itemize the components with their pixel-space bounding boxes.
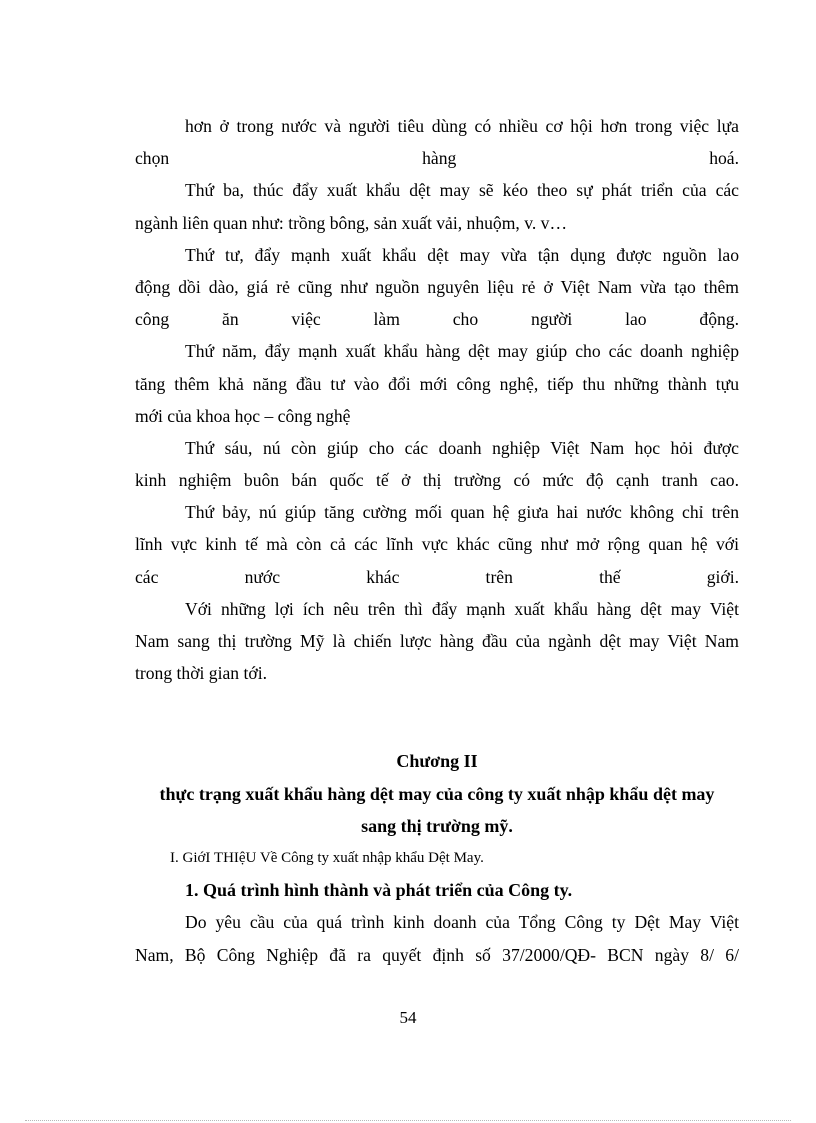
- body-text-bottom: [135, 906, 739, 970]
- text-line: trong thời gian tới.: [135, 663, 267, 684]
- chapter-title-line-2: sang thị trường mỹ.: [361, 815, 513, 836]
- text-line: Nam sang thị trường Mỹ là chiến lược hàng đầu của ngành dệt may Việt Nam: [135, 631, 739, 651]
- text-line: lĩnh vực kinh tế mà còn cả các lĩnh vực khác cũng như mở rộng quan hệ với: [135, 534, 739, 555]
- document-body: [135, 110, 739, 971]
- text-line: công ăn việc làm cho người lao động.: [135, 309, 739, 330]
- chapter-spacer: [135, 689, 739, 745]
- text-line: Thứ tư, đẩy mạnh xuất khẩu dệt may vừa tận dụng được nguồn lao: [185, 244, 739, 265]
- text-line: Thứ năm, đẩy mạnh xuất khẩu hàng dệt may giúp cho các doanh nghiệp: [185, 341, 739, 362]
- chapter-title-line-1: thực trạng xuất khẩu hàng dệt may của công ty xuất nhập khẩu dệt may: [159, 783, 715, 804]
- text-line: mới của khoa học – công nghệ: [135, 405, 351, 426]
- text-line: Thứ bảy, nú giúp tăng cường mối quan hệ giưa hai nước không chỉ trên: [185, 502, 739, 523]
- text-line: Do yêu cầu của quá trình kinh doanh của Tổng Công ty Dệt May Việt: [185, 912, 739, 933]
- text-line: Thứ ba, thúc đẩy xuất khẩu dệt may sẽ kéo theo sự phát triển của các: [185, 180, 739, 201]
- text-line: các nước khác trên thế giới.: [135, 566, 739, 587]
- section-heading: I. GiớI THIệU Về Công ty xuất nhập khẩu Dệt May.: [170, 849, 484, 866]
- text-line: hơn ở trong nước và người tiêu dùng có nhiều cơ hội hơn trong việc lựa: [185, 116, 739, 136]
- text-line: kinh nghiệm buôn bán quốc tế ở thị trường có mức độ cạnh tranh cao.: [135, 470, 739, 491]
- text-line: Với những lợi ích nêu trên thì đẩy mạnh xuất khẩu hàng dệt may Việt: [185, 598, 739, 619]
- text-line: động dồi dào, giá rẻ cũng như nguồn nguyên liệu rẻ ở Việt Nam vừa tạo thêm: [135, 276, 739, 297]
- chapter-label: Chương II: [396, 751, 478, 772]
- text-line: ngành liên quan như: trồng bông, sản xuất vải, nhuộm, v. v…: [135, 212, 568, 233]
- text-line: chọn hàng hoá.: [135, 148, 739, 169]
- page-number: 54: [399, 1008, 417, 1027]
- text-line: tăng thêm khả năng đầu tư vào đổi mới công nghệ, tiếp thu những thành tựu: [135, 373, 739, 394]
- text-line: Thứ sáu, nú còn giúp cho các doanh nghiệp Việt Nam học hỏi được: [185, 437, 739, 458]
- body-text-top: [135, 110, 739, 689]
- text-line: Nam, Bộ Công Nghiệp đã ra quyết định số 37/2000/QĐ- BCN ngày 8/ 6/: [135, 944, 739, 965]
- page-bottom-divider: [25, 1120, 791, 1121]
- subsection-heading: 1. Quá trình hình thành và phát triển của Công ty.: [185, 880, 573, 901]
